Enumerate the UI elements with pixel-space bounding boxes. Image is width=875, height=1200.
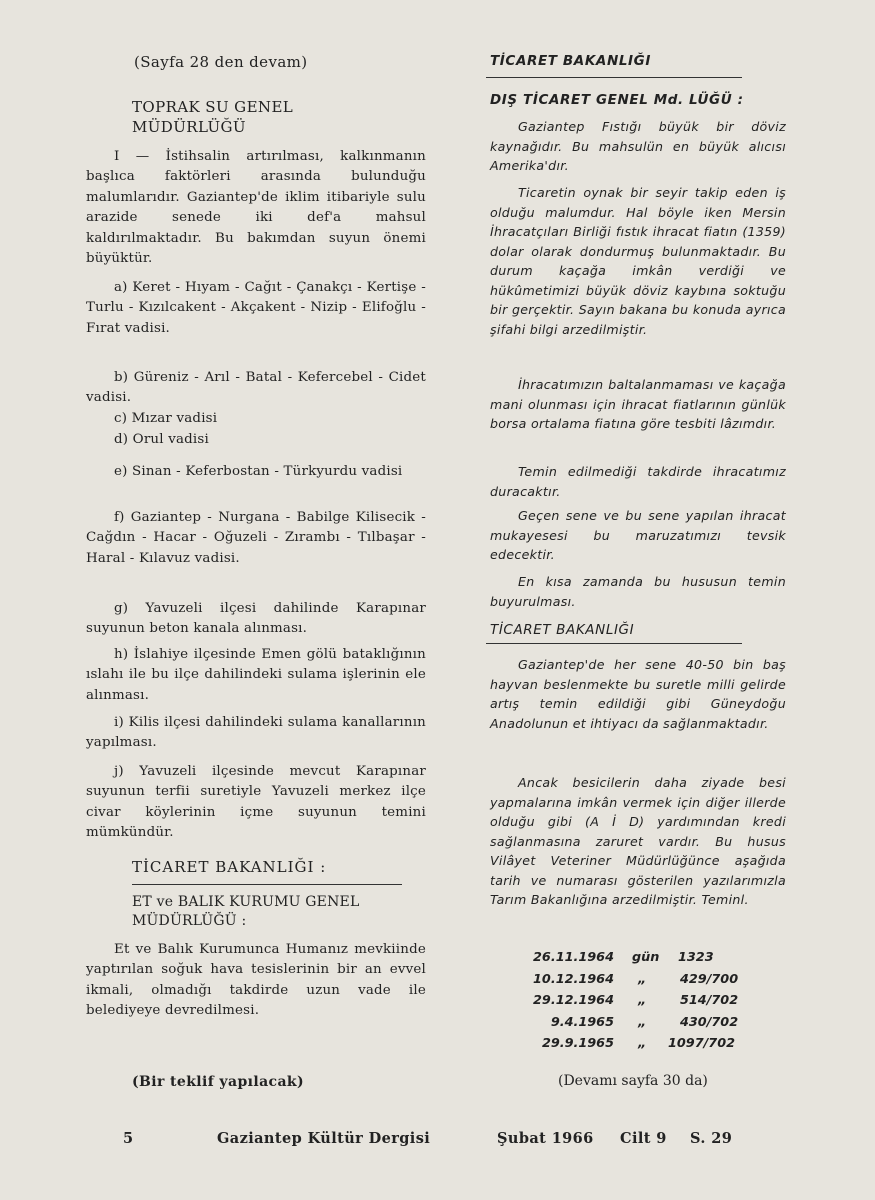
list-item-i: i) Kilis ilçesi dahilindeki sulama kanallarının yapılması.	[86, 715, 426, 751]
section-subtitle-et-balik: ET ve BALIK KURUMU GENEL MÜDÜRLÜĞÜ :	[132, 894, 360, 929]
section-title-toprak-su: TOPRAK SU GENEL MÜDÜRLÜĞÜ	[132, 98, 294, 136]
paragraph-8: Ancak besicilerin daha ziyade besi yapmalarına imkân vermek için diğer illerde olduğu gibi (A İ D) yardımından kredi sağlanmasına zaruret vardır. Bu husus Vilâyet Veteriner Müdürlüğünce aşağıda tarih ve numarası gösterilen yazılarımızla Tarım Bakanlığına arzedilmiştir. Teminl.	[490, 775, 786, 907]
section-title-ticaret-bakanligi-2: TİCARET BAKANLIĞI	[490, 622, 635, 638]
paragraph-2: Ticaretin oynak bir seyir takip eden iş olduğu malumdur. Hal böyle iken Mersin İhracatçıları Birliği fıstık ihracat fiatın (1359) dolar olarak dondurmuş bulunmaktadır. Bu durum kaçağa imkân verdiği ve hükûmetimizi büyük döviz kaybına soktuğu bir gerçektir. Sayın bakana bu konuda ayrıca şifahi bilgi arzedilmiştir.	[490, 185, 786, 337]
list-item-c: c) Mızar vadisi	[114, 411, 218, 426]
page-number: 5	[123, 1130, 134, 1147]
list-item-d: d) Orul vadisi	[114, 432, 209, 447]
title-divider	[486, 77, 742, 78]
ref-number: 514/702	[680, 993, 739, 1008]
journal-name: Gaziantep Kültür Dergisi	[217, 1130, 431, 1147]
proposal-note: (Bir teklif yapılacak)	[132, 1074, 305, 1090]
ref-date: 29.9.1965	[541, 1036, 614, 1051]
section-title-ticaret: TİCARET BAKANLIĞI :	[132, 858, 327, 876]
ref-label: „	[638, 1036, 647, 1051]
ref-date: 9.4.1965	[550, 1014, 614, 1030]
volume: Cilt 9	[620, 1130, 667, 1147]
paragraph-7: Gaziantep'de her sene 40-50 bin baş hayvan beslenmekte bu suretle milli gelirde artış temin edildiği gibi Güneydoğu Anadolunun et ihtiyacı da sağlanmaktadır.	[490, 657, 786, 731]
paragraph-4: Temin edilmediği takdirde ihracatımız duracaktır.	[490, 464, 786, 499]
list-item-h: h) İslahiye ilçesinde Emen gölü bataklığının ıslahı ile bu ilçe dahilindeki sulama işlerinin ele alınması.	[86, 647, 426, 703]
ref-label: „	[638, 993, 647, 1008]
paragraph-1: Gaziantep Fıstığı büyük bir döviz kaynağıdır. Bu mahsulün en büyük alıcısı Amerika'dır.	[490, 119, 786, 173]
paragraph-6: En kısa zamanda bu hususun temin buyurulması.	[490, 574, 786, 609]
list-item-a: a) Keret - Hıyam - Cağıt - Çanakçı - Kertişe - Turlu - Kızılcakent - Akçakent - Nizip - Elifoğlu - Fırat vadisi.	[86, 280, 426, 336]
ref-date: 26.11.1964	[533, 950, 614, 965]
continued-to: (Devamı sayfa 30 da)	[558, 1073, 708, 1089]
paragraph-5: Geçen sene ve bu sene yapılan ihracat mukayesesi bu maruzatımızı tevsik edecektir.	[490, 508, 786, 562]
ref-number: 429/700	[680, 971, 739, 987]
ref-label: „	[638, 971, 647, 987]
ref-number: 1097/702	[668, 1036, 736, 1051]
title-divider-2	[486, 643, 742, 644]
section-subtitle-dis-ticaret: DIŞ TİCARET GENEL Md. LÜĞÜ :	[490, 92, 744, 108]
list-item-e: e) Sinan - Keferbostan - Türkyurdu vadisi	[114, 464, 403, 479]
ref-date: 29.12.1964	[533, 993, 614, 1008]
issue-number: S. 29	[690, 1130, 733, 1147]
reference-list	[486, 947, 786, 1057]
section-title-ticaret-bakanligi: TİCARET BAKANLIĞI	[490, 53, 651, 69]
ref-label: „	[638, 1014, 647, 1030]
section-divider	[132, 884, 402, 885]
section2-body: Et ve Balık Kurumunca Humanız mevkiinde yaptırılan soğuk hava tesislerinin bir an evvel ikmali, olmadığı takdirde uzun vade ile belediyeye devredilmesi.	[86, 942, 426, 1019]
ref-number: 430/702	[680, 1014, 739, 1030]
ref-label: gün	[632, 950, 660, 965]
list-item-b: b) Güreniz - Arıl - Batal - Kefercebel - Cidet vadisi.	[86, 370, 426, 406]
issue-date: Şubat 1966	[497, 1130, 594, 1147]
list-item-j: j) Yavuzeli ilçesinde mevcut Karapınar suyunun terfii suretiyle Yavuzeli merkez ilçe civar köylerinin içme suyunun temini mümkündür.	[86, 764, 426, 841]
continued-from: (Sayfa 28 den devam)	[134, 53, 308, 71]
list-item-f: f) Gaziantep - Nurgana - Babilge Kilisecik - Cağdın - Hacar - Oğuzeli - Zırambı - Tılbaşar - Haral - Kılavuz vadisi.	[86, 510, 426, 566]
section-intro: I — İstihsalin artırılması, kalkınmanın başlıca faktörleri arasında bulunduğu malumlarıdır. Gaziantep'de iklim itibariyle sulu arazide senede iki def'a mahsul kaldırılmaktadır. Bu bakımdan suyun önemi büyüktür.	[86, 149, 426, 267]
paragraph-3: İhracatımızın baltalanmaması ve kaçağa mani olunması için ihracat fiatlarının günlük borsa ortalama fiatına göre tesbiti lâzımdır.	[490, 377, 786, 431]
ref-date: 10.12.1964	[533, 971, 614, 987]
ref-number: 1323	[678, 950, 714, 965]
list-item-g: g) Yavuzeli ilçesi dahilinde Karapınar suyunun beton kanala alınması.	[86, 601, 426, 637]
